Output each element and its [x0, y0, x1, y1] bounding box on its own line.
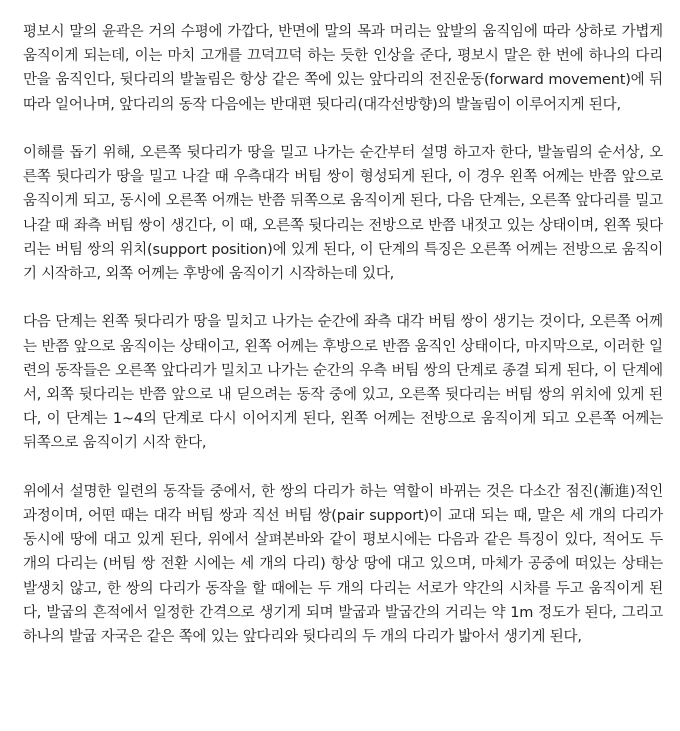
document-body	[23, 20, 663, 649]
paragraph-1: 평보시 말의 윤곽은 거의 수평에 가깝다, 반면에 말의 목과 머리는 앞발의 움직임에 따라 상하로 가볍게 움직이게 되는데, 이는 마치 고개를 끄덕끄덕 하는 듯한 인상을 준다, 평보시 말은 한 번에 하나의 다리만을 움직인다, 뒷다리의 발놀림은 항상 같은 쪽에 있는 앞다리의 전진운동(forward movement)에 뒤따라 일어나며, 앞다리의 동작 다음에는 반대편 뒷다리(대각선방향)의 발놀림이 이루어지게 된다,	[23, 24, 663, 113]
paragraph-3: 다음 단계는 왼쪽 뒷다리가 땅을 밀치고 나가는 순간에 좌측 대각 버팀 쌍이 생기는 것이다, 오른쪽 어께는 반쯤 앞으로 움직이는 상태이고, 왼쪽 어께는 후방으로 반쯤 움직인 상태이다, 마지막으로, 이러한 일련의 동작들은 오른쪽 앞다리가 밀치고 나가는 순간의 우측 버팀 쌍의 단계로 종결 되게 된다, 이 단계에서, 외쪽 뒷다리는 반쯤 앞으로 내 딛으려는 동작 중에 있고, 오른쪽 뒷다리는 버팀 쌍의 위치에 있게 된다, 이 단계는 1~4의 단계로 다시 이어지게 된다, 왼쪽 어께는 전방으로 움직이게 되고 오른쪽 어께는 뒤쪽으로 움직이기 시작 한다,	[23, 314, 663, 452]
paragraph-4: 위에서 설명한 일련의 동작들 중에서, 한 쌍의 다리가 하는 역할이 바뀌는 것은 다소간 점진(漸進)적인 과정이며, 어떤 때는 대각 버팀 쌍과 직선 버팀 쌍(pair support)이 교대 되는 때, 말은 세 개의 다리가 동시에 땅에 대고 있게 된다, 위에서 살펴본바와 같이 평보시에는 다음과 같은 특징이 있다, 적어도 두 개의 다리는 (버팀 쌍 전환 시에는 세 개의 다리) 항상 땅에 대고 있으며, 마체가 공중에 떠있는 상태는 발생치 않고, 한 쌍의 다리가 동작을 할 때에는 두 개의 다리는 서로가 약간의 시차를 두고 움직이게 된다, 발굽의 흔적에서 일정한 간격으로 생기게 되며 발굽과 발굽간의 거리는 약 1m 정도가 된다, 그리고 하나의 발굽 자국은 같은 쪽에 있는 앞다리와 뒷다리의 두 개의 다리가 밟아서 생기게 된다,	[23, 483, 663, 646]
paragraph-2: 이해를 돕기 위해, 오른쪽 뒷다리가 땅을 밀고 나가는 순간부터 설명 하고자 한다, 발놀림의 순서상, 오른쪽 뒷다리가 땅을 밀고 나갈 때 우측대각 버팀 쌍이 형성되게 된다, 이 경우 왼쪽 어께는 반쯤 앞으로 움직이게 되고, 동시에 오른쪽 어깨는 반쯤 뒤쪽으로 움직이게 된다, 다음 단계는, 오른쪽 앞다리를 밀고 나갈 때 좌측 버팀 쌍이 생긴다, 이 때, 오른쪽 뒷다리는 전방으로 반쯤 내젓고 있는 상태이며, 왼쪽 뒷다리는 버팀 쌍의 위치(support position)에 있게 된다, 이 단계의 특징은 오른쪽 어께는 전방으로 움직이기 시작하고, 외쪽 어께는 후방에 움직이기 시작하는데 있다,	[23, 145, 663, 283]
